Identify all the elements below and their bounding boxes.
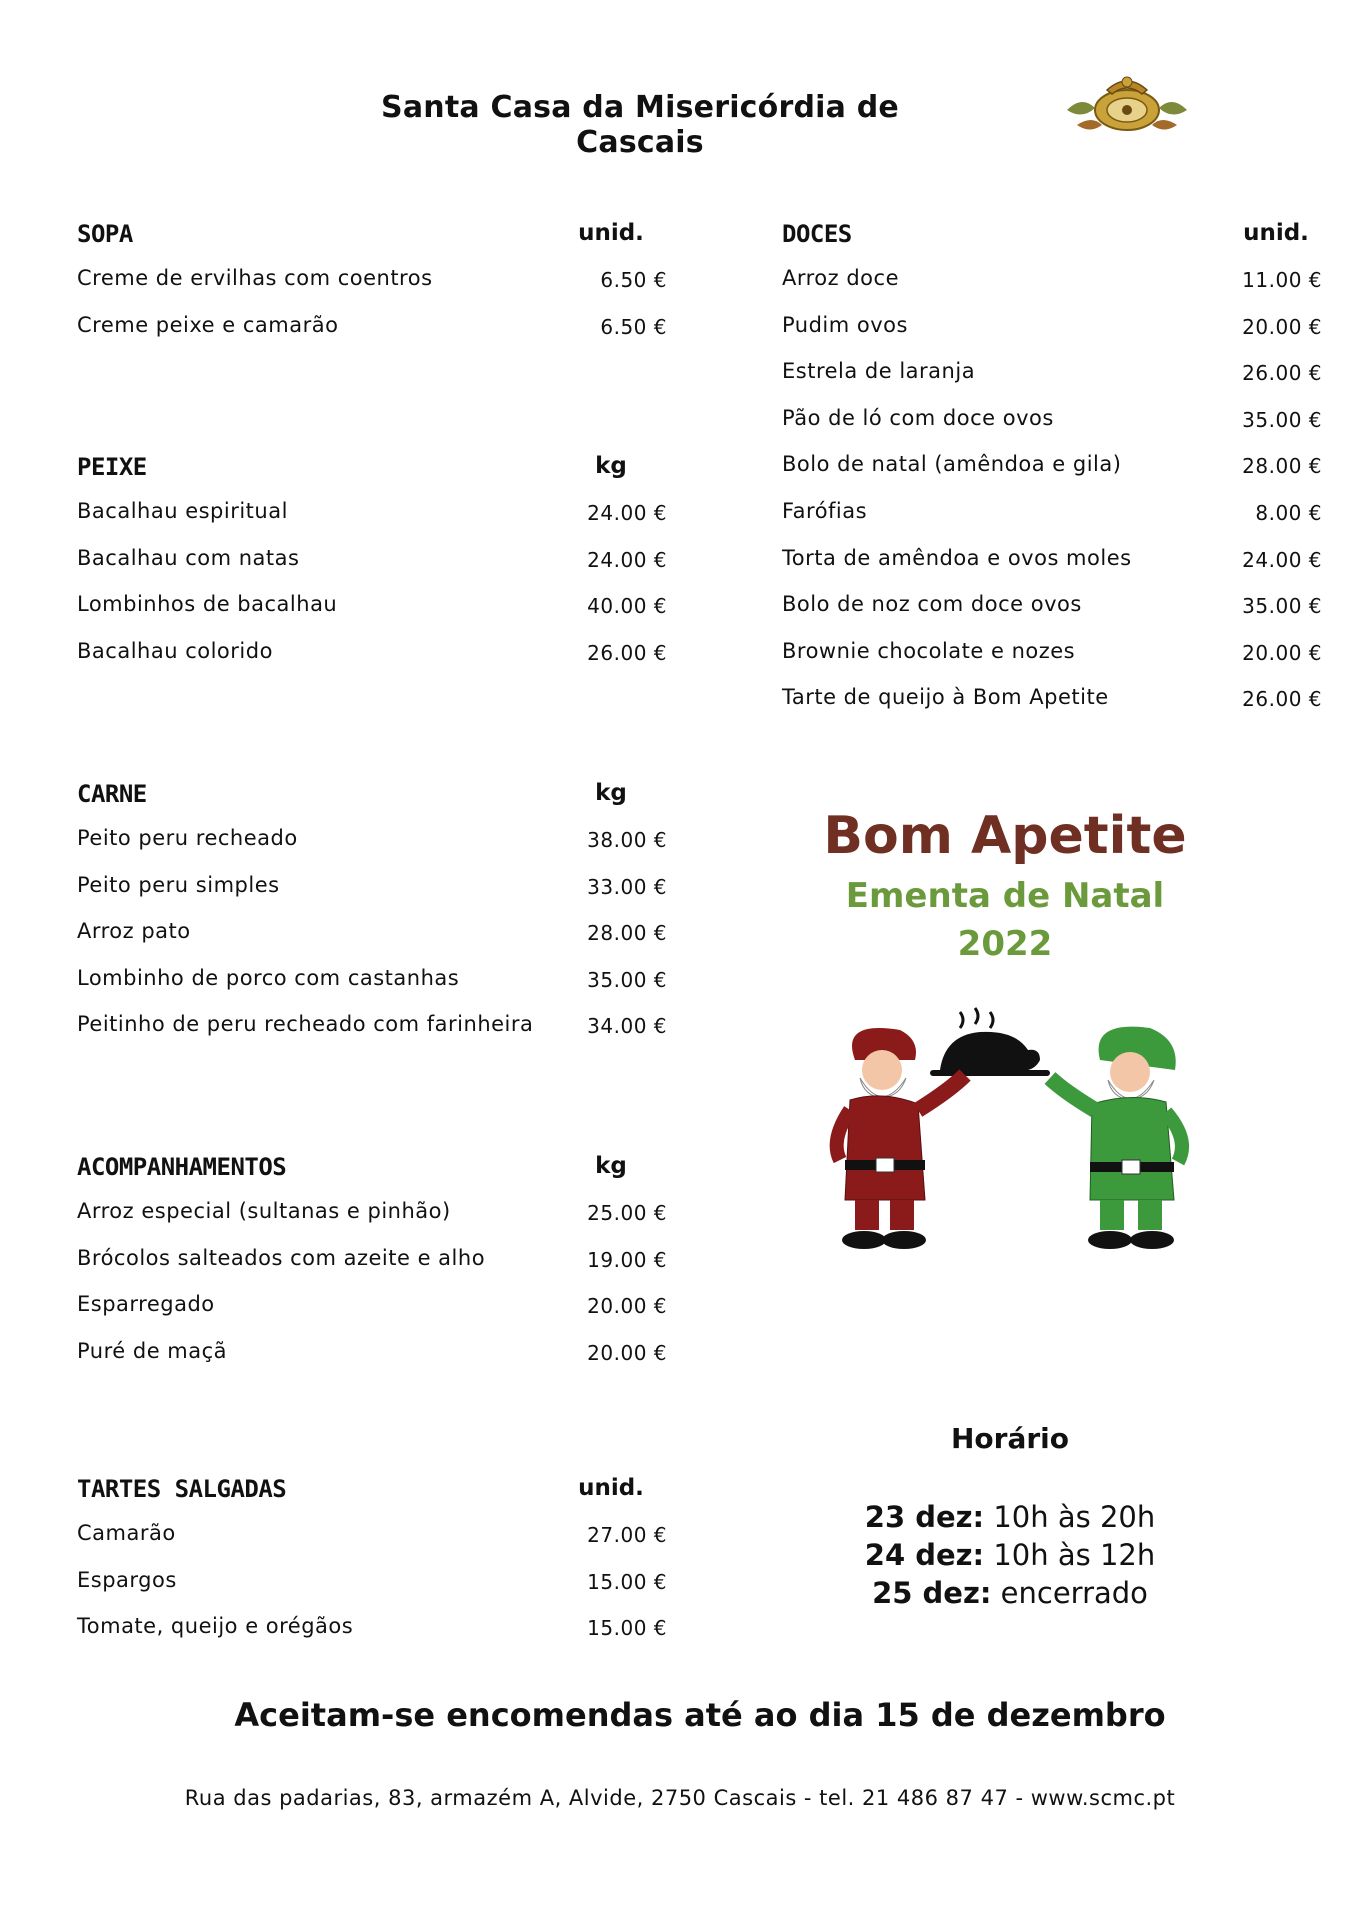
item-price: 40.00 €: [587, 594, 667, 619]
section-carne: [77, 770, 697, 1049]
hours-title: Horário: [950, 1422, 1069, 1455]
item-price: 15.00 €: [587, 1616, 667, 1641]
item-price: 6.50 €: [600, 314, 667, 339]
menu-item: [77, 1282, 697, 1329]
section-doces: [782, 210, 1322, 722]
hours-list: [840, 1498, 1180, 1612]
section-title: DOCES: [782, 220, 852, 248]
menu-item: [782, 582, 1322, 629]
item-price: 19.00 €: [587, 1247, 667, 1272]
item-price: 25.00 €: [587, 1201, 667, 1225]
item-price: 38.00 €: [587, 828, 667, 852]
section-title: PEIXE: [77, 453, 147, 481]
item-name: Peitinho de peru recheado com farinheira: [77, 1012, 534, 1037]
item-price: 26.00 €: [587, 640, 667, 665]
order-deadline-notice: Aceitam-se encomendas até ao dia 15 de dezembro: [234, 1696, 1166, 1734]
item-name: Estrela de laranja: [782, 359, 976, 384]
menu-item: [77, 1002, 697, 1049]
item-name: Bolo de natal (amêndoa e gila): [782, 452, 1122, 477]
item-name: Arroz doce: [782, 266, 899, 290]
item-name: Camarão: [77, 1521, 176, 1545]
item-price: 34.00 €: [587, 1014, 667, 1039]
item-name: Arroz pato: [77, 919, 191, 944]
promo-title: Bom Apetite: [823, 806, 1187, 866]
item-price: 27.00 €: [587, 1523, 667, 1547]
item-name: Tomate, queijo e orégãos: [77, 1614, 354, 1639]
item-price: 35.00 €: [587, 967, 667, 992]
menu-item: [782, 629, 1322, 676]
item-name: Tarte de queijo à Bom Apetite: [782, 685, 1109, 710]
item-name: Espargos: [77, 1567, 177, 1592]
menu-item: [782, 489, 1322, 536]
menu-item: [77, 1511, 697, 1558]
menu-item: [77, 1558, 697, 1605]
section-sopa: [77, 210, 697, 349]
item-price: 6.50 €: [600, 268, 667, 292]
menu-item: [77, 956, 697, 1003]
item-price: 8.00 €: [1255, 500, 1322, 525]
item-name: Brócolos salteados com azeite e alho: [77, 1245, 486, 1270]
menu-item: [782, 536, 1322, 583]
hours-line: 23 dez: 10h às 20h: [864, 1500, 1156, 1534]
item-price: 35.00 €: [1242, 407, 1322, 432]
roast-tray-icon: [930, 1008, 1050, 1076]
menu-item: [782, 349, 1322, 396]
section-unit: kg: [595, 780, 627, 806]
menu-item: [782, 256, 1322, 303]
section-unit: unid.: [1243, 220, 1309, 246]
menu-item: [782, 396, 1322, 443]
item-name: Bolo de noz com doce ovos: [782, 592, 1082, 617]
item-name: Puré de maçã: [77, 1338, 228, 1363]
menu-item: [77, 629, 697, 676]
section-tartes: [77, 1465, 697, 1651]
item-name: Pudim ovos: [782, 312, 908, 337]
santa-illustration: [800, 1000, 1220, 1280]
menu-item: [77, 909, 697, 956]
menu-item: [77, 1329, 697, 1376]
item-price: 28.00 €: [1242, 454, 1322, 479]
section-title: SOPA: [77, 220, 133, 248]
footer-contact: Rua das padarias, 83, armazém A, Alvide, 2750 Cascais - tel. 21 486 87 47 - www.scmc.pt: [184, 1786, 1176, 1810]
promo-block: [790, 805, 1220, 967]
item-price: 15.00 €: [587, 1569, 667, 1594]
menu-item: [782, 303, 1322, 350]
section-title: CARNE: [77, 780, 147, 808]
section-peixe: [77, 443, 697, 675]
menu-item: [782, 442, 1322, 489]
menu-item: [77, 1604, 697, 1651]
item-name: Creme de ervilhas com coentros: [77, 266, 433, 290]
section-unit: unid.: [578, 220, 644, 246]
item-price: 24.00 €: [587, 501, 667, 525]
menu-item: [77, 256, 697, 303]
menu-item: [77, 1189, 697, 1236]
item-name: Lombinho de porco com castanhas: [77, 965, 460, 990]
item-price: 26.00 €: [1242, 687, 1322, 712]
item-name: Bacalhau colorido: [77, 638, 273, 663]
item-price: 24.00 €: [587, 547, 667, 572]
menu-item: [77, 816, 697, 863]
item-price: 24.00 €: [1242, 547, 1322, 572]
section-unit: kg: [595, 1153, 627, 1179]
item-price: 33.00 €: [587, 874, 667, 899]
menu-item: [77, 863, 697, 910]
page-title: Santa Casa da Misericórdia de Cascais: [381, 90, 899, 160]
item-name: Esparregado: [77, 1292, 215, 1317]
item-price: 20.00 €: [587, 1294, 667, 1319]
promo-subtitle: Ementa de Natal: [845, 876, 1165, 916]
item-price: 26.00 €: [1242, 361, 1322, 386]
item-price: 20.00 €: [1242, 640, 1322, 665]
menu-item: [77, 303, 697, 350]
menu-item: [77, 582, 697, 629]
item-price: 20.00 €: [587, 1340, 667, 1365]
item-name: Peito peru recheado: [77, 826, 298, 850]
item-price: 11.00 €: [1242, 268, 1322, 292]
item-price: 35.00 €: [1242, 594, 1322, 619]
hours-line: 24 dez: 10h às 12h: [864, 1538, 1156, 1572]
item-name: Brownie chocolate e nozes: [782, 638, 1076, 663]
item-name: Peito peru simples: [77, 872, 280, 897]
section-unit: unid.: [578, 1475, 644, 1501]
menu-item: [77, 489, 697, 536]
section-unit: kg: [595, 453, 627, 479]
item-name: Pão de ló com doce ovos: [782, 405, 1054, 430]
crest-logo: [1062, 70, 1192, 140]
item-name: Arroz especial (sultanas e pinhão): [77, 1199, 451, 1223]
item-name: Bacalhau com natas: [77, 545, 300, 570]
item-price: 28.00 €: [587, 921, 667, 946]
section-acompanhamentos: [77, 1143, 697, 1375]
hours-line: 25 dez: encerrado: [872, 1576, 1148, 1610]
promo-year: 2022: [957, 924, 1053, 964]
item-price: 20.00 €: [1242, 314, 1322, 339]
section-title: TARTES SALGADAS: [77, 1475, 287, 1503]
menu-item: [782, 675, 1322, 722]
menu-item: [77, 1236, 697, 1283]
item-name: Bacalhau espiritual: [77, 499, 288, 523]
item-name: Torta de amêndoa e ovos moles: [782, 545, 1132, 570]
item-name: Lombinhos de bacalhau: [77, 592, 338, 617]
menu-item: [77, 536, 697, 583]
item-name: Creme peixe e camarão: [77, 312, 339, 337]
item-name: Farófias: [782, 498, 868, 523]
green-santa-figure: [1050, 1027, 1182, 1249]
section-title: ACOMPANHAMENTOS: [77, 1153, 287, 1181]
